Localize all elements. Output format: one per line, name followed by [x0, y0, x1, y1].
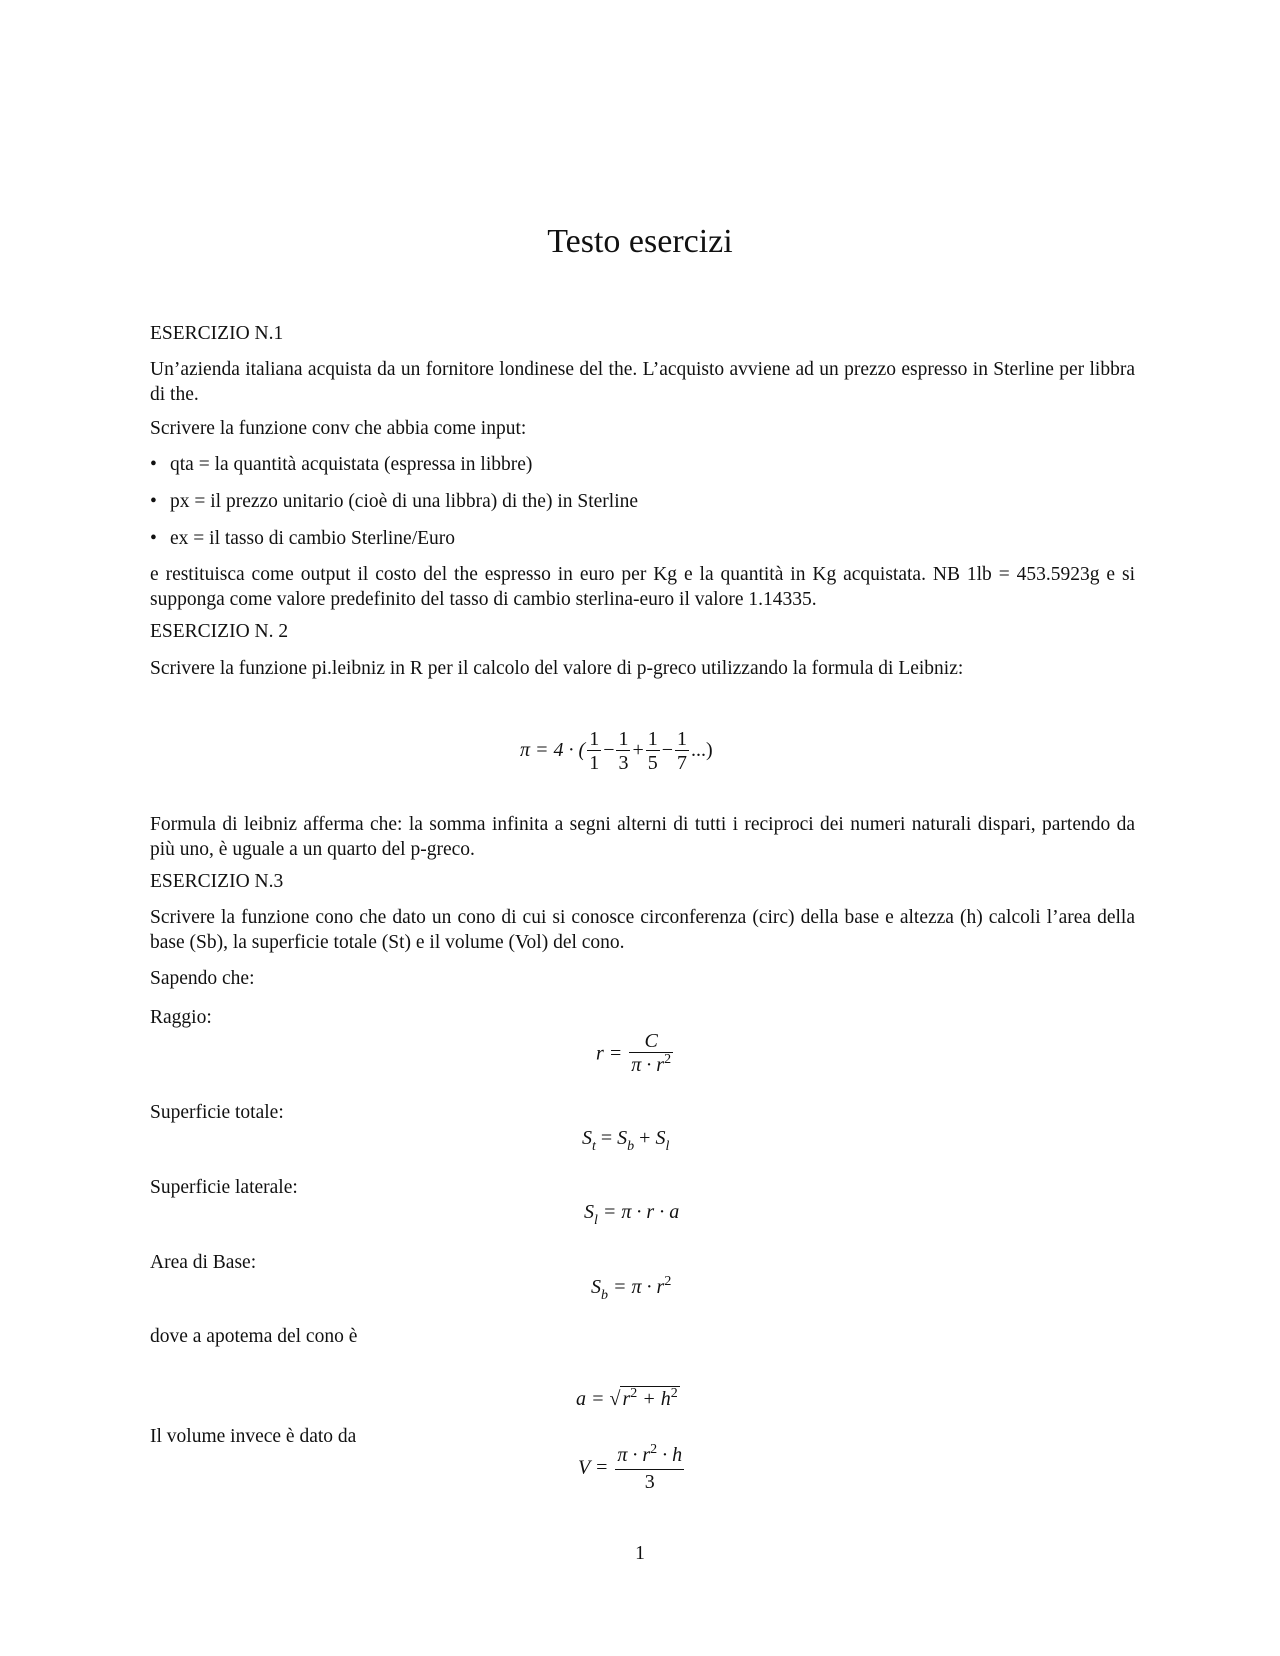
apothem-formula: [576, 1386, 680, 1414]
fraction: [615, 1444, 684, 1494]
symbol: S: [584, 1201, 594, 1223]
document-title: Testo esercizi: [547, 223, 733, 260]
exercise-2-prompt: Scrivere la funzione pi.leibniz in R per il calcolo del valore di p-greco utilizzando la formula di Leibniz:: [150, 658, 964, 679]
exponent: 2: [664, 1274, 672, 1289]
fraction: [646, 728, 660, 775]
symbol: r: [622, 1388, 631, 1410]
formula-lhs: π = 4 · (: [520, 739, 586, 762]
exercise-1-output: e restituisca come output il costo del the espresso in euro per Kg e la quantità in Kg acquistata. NB 1lb = 453.5923g e si supponga come valore predefinito del tasso di cambio sterlina-euro il valore 1.14335.: [150, 564, 1135, 610]
apothem-label: dove a apotema del cono è: [150, 1326, 358, 1347]
volume-formula: [578, 1444, 686, 1494]
exercise-1-heading: ESERCIZIO N.1: [150, 323, 284, 344]
numerator-tail: · h: [657, 1444, 683, 1466]
exercise-1-prompt: Scrivere la funzione conv che abbia come input:: [150, 418, 527, 439]
operator: −: [603, 739, 615, 762]
denominator: 3: [618, 752, 629, 774]
formula-lhs: r =: [596, 1042, 623, 1065]
exponent: 2: [630, 1386, 638, 1401]
formula-lhs: a = √: [576, 1388, 621, 1410]
exercise-1-intro: Un’azienda italiana acquista da un fornitore londinese del the. L’acquisto avviene ad un prezzo espresso in Sterline per libbra di the.: [150, 359, 1135, 405]
radius-formula: [596, 1030, 675, 1080]
lateral-surface-label: Superficie laterale:: [150, 1177, 298, 1198]
numerator-base: π · r: [617, 1444, 651, 1466]
subscript: l: [594, 1213, 598, 1228]
formula-rhs: = π · r: [608, 1276, 665, 1298]
volume-label: Il volume invece è dato da: [150, 1426, 357, 1447]
fraction: [675, 728, 689, 775]
total-surface-formula: [582, 1127, 670, 1154]
formula-lhs: V =: [578, 1456, 609, 1479]
bullet-icon: •: [150, 528, 157, 549]
exponent: 2: [664, 1052, 672, 1067]
subscript: t: [592, 1139, 596, 1154]
denominator: [629, 1052, 673, 1080]
operator: +: [634, 1127, 656, 1149]
exponent: 2: [670, 1386, 678, 1401]
denominator: 3: [615, 1469, 684, 1494]
numerator: C: [644, 1030, 658, 1052]
total-surface-label: Superficie totale:: [150, 1102, 284, 1123]
formula-rhs: = π · r · a: [597, 1201, 680, 1223]
fraction: [587, 728, 601, 775]
numerator: [615, 1444, 684, 1469]
numerator: 1: [647, 728, 658, 750]
bullet-text: qta = la quantità acquistata (espressa in libbre): [170, 454, 533, 475]
operator: −: [661, 739, 674, 762]
symbol: S: [655, 1127, 666, 1149]
symbol: S: [617, 1127, 628, 1149]
denominator-base: π · r: [631, 1054, 665, 1076]
bullet-icon: •: [150, 491, 157, 512]
base-area-label: Area di Base:: [150, 1252, 257, 1273]
formula-tail: ...): [691, 739, 713, 762]
symbol: S: [591, 1276, 601, 1298]
denominator: 7: [677, 752, 688, 774]
subscript: b: [601, 1288, 608, 1303]
exponent: 2: [650, 1442, 658, 1457]
operator: =: [595, 1127, 618, 1149]
square-root: [620, 1386, 679, 1414]
formula-part: + h: [637, 1388, 671, 1410]
operator: +: [632, 739, 644, 762]
numerator: 1: [677, 728, 688, 750]
subscript: b: [627, 1139, 635, 1154]
symbol: S: [582, 1127, 592, 1149]
exercise-3-knowing: Sapendo che:: [150, 968, 255, 989]
radius-label: Raggio:: [150, 1007, 212, 1028]
fraction: [629, 1030, 673, 1080]
lateral-surface-formula: [584, 1201, 680, 1228]
page-number: 1: [635, 1543, 645, 1564]
exercise-2-explanation: Formula di leibniz afferma che: la somma infinita a segni alterni di tutti i reciproci dei numeri naturali dispari, partendo da più uno, è uguale a un quarto del p-greco.: [150, 814, 1135, 860]
base-area-formula: [591, 1274, 672, 1303]
bullet-text: ex = il tasso di cambio Sterline/Euro: [170, 528, 456, 549]
numerator: 1: [618, 728, 629, 750]
bullet-icon: •: [150, 454, 157, 475]
denominator: 5: [647, 752, 658, 774]
denominator: 1: [589, 752, 600, 774]
exercise-3-heading: ESERCIZIO N.3: [150, 871, 284, 892]
numerator: 1: [589, 728, 600, 750]
leibniz-formula: [520, 728, 713, 775]
bullet-text: px = il prezzo unitario (cioè di una libbra) di the) in Sterline: [170, 491, 639, 512]
subscript: l: [665, 1139, 670, 1154]
exercise-2-heading: ESERCIZIO N. 2: [150, 621, 289, 642]
fraction: [616, 728, 630, 775]
exercise-3-prompt: Scrivere la funzione cono che dato un cono di cui si conosce circonferenza (circ) della base e altezza (h) calcoli l’area della base (Sb), la superficie totale (St) e il volume (Vol) del cono.: [150, 907, 1135, 953]
